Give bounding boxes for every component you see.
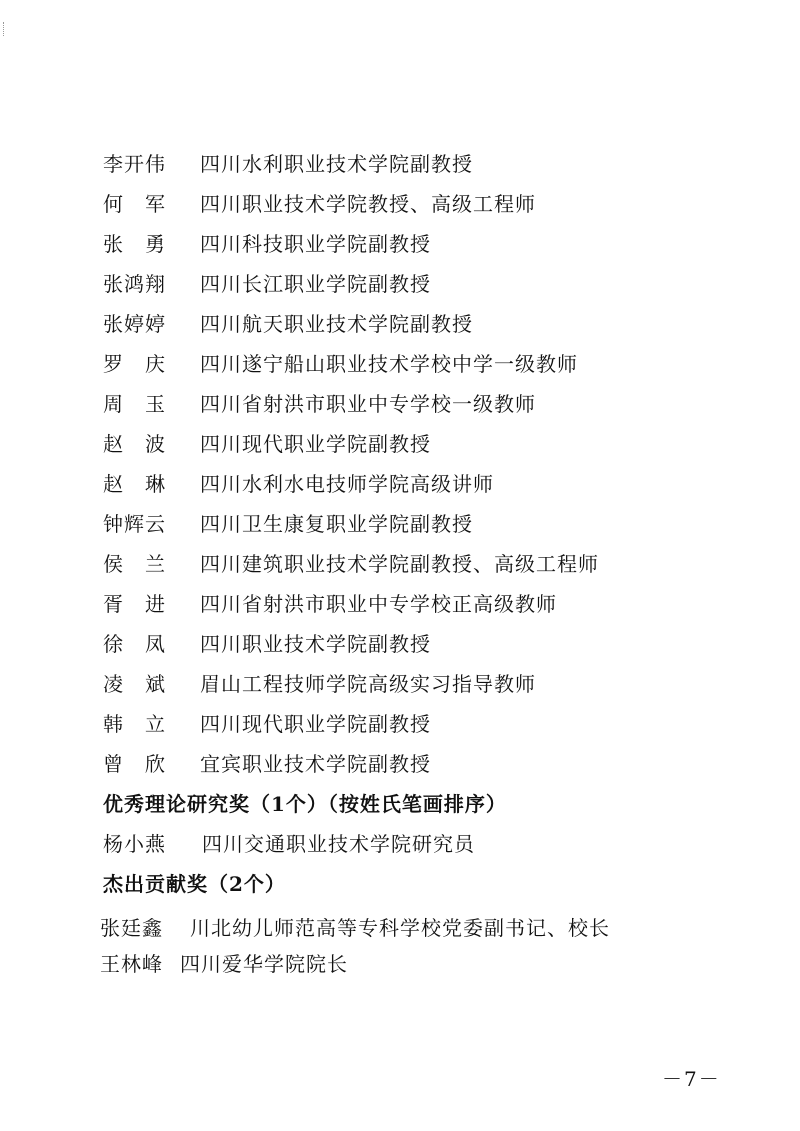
section-heading-contribution: 杰出贡献奖（2个） [103,872,286,896]
person-title: 四川航天职业技术学院副教授 [200,312,473,336]
person-name: 赵 琳 [103,472,166,496]
person-title: 四川建筑职业技术学院副教授、高级工程师 [200,552,599,576]
page-number: －7－ [662,1067,721,1091]
person-name: 凌 斌 [103,672,166,696]
person-name: 侯 兰 [103,552,166,576]
scan-mark [3,22,6,36]
person-title: 四川现代职业学院副教授 [200,432,431,456]
person-title: 眉山工程技师学院高级实习指导教师 [200,672,536,696]
person-name: 罗 庆 [103,352,166,376]
person-name: 张鸿翔 [103,272,166,296]
section-heading-theory: 优秀理论研究奖（1个）（按姓氏笔画排序） [103,792,507,816]
person-title: 四川水利职业技术学院副教授 [200,152,473,176]
person-title: 四川交通职业技术学院研究员 [202,832,475,856]
person-title: 四川遂宁船山职业技术学校中学一级教师 [200,352,578,376]
person-name: 张 勇 [103,232,166,256]
person-name: 张婷婷 [103,312,166,336]
person-name: 赵 波 [103,432,166,456]
person-name: 韩 立 [103,712,166,736]
person-title: 四川职业技术学院教授、高级工程师 [200,192,536,216]
person-title: 四川科技职业学院副教授 [200,232,431,256]
person-title: 四川卫生康复职业学院副教授 [200,512,473,536]
person-name: 杨小燕 [103,832,166,856]
person-title: 四川爱华学院院长 [180,952,348,976]
person-title: 宜宾职业技术学院副教授 [200,752,431,776]
person-name: 何 军 [103,192,166,216]
person-title: 四川现代职业学院副教授 [200,712,431,736]
person-name: 李开伟 [103,152,166,176]
person-name: 张廷鑫 [100,916,163,940]
person-title: 四川省射洪市职业中专学校一级教师 [200,392,536,416]
person-name: 曾 欣 [103,752,166,776]
person-name: 胥 进 [103,592,166,616]
person-title: 四川省射洪市职业中专学校正高级教师 [200,592,557,616]
person-title: 四川职业技术学院副教授 [200,632,431,656]
person-title: 四川水利水电技师学院高级讲师 [200,472,494,496]
person-title: 四川长江职业学院副教授 [200,272,431,296]
person-title: 川北幼儿师范高等专科学校党委副书记、校长 [190,916,610,940]
person-name: 王林峰 [100,952,163,976]
person-name: 周 玉 [103,392,166,416]
person-name: 钟辉云 [103,512,166,536]
person-name: 徐 凤 [103,632,166,656]
